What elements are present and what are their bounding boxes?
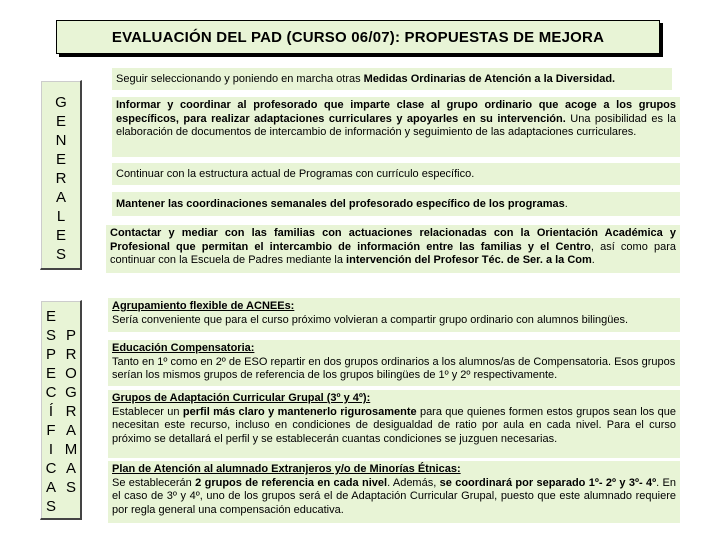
especificas-letter: Í [48, 403, 54, 420]
especificas-item-4 [108, 461, 680, 523]
especificas-label-box [40, 300, 82, 520]
especificas-item-3 [108, 390, 680, 458]
programas-letter: G [65, 384, 77, 401]
generales-letter: G [55, 94, 67, 111]
generales-vertical-label [54, 93, 68, 264]
programas-letter: O [65, 365, 77, 382]
especificas-item-3-bold: perfil más claro y mantenerlo rigurosamente [182, 405, 417, 418]
especificas-vertical-label [44, 307, 58, 516]
programas-letter: S [65, 479, 76, 496]
especificas-letter: F [46, 422, 56, 439]
generales-item-4-text: . [564, 198, 568, 210]
especificas-item-2-heading: Educación Compensatoria: [112, 342, 255, 354]
generales-letter: E [55, 151, 66, 168]
especificas-item-4-text3: . En el caso de 3º y 4º, uno de los grupos será el de Adaptación Curricular Grupal, puesto que este alumnado requiere por regla general una compensación educativa. [112, 476, 676, 516]
especificas-item-1-text: Sería conveniente que para el curso próximo volvieran a compartir grupo ordinario con alumnos bilingües. [112, 313, 629, 326]
generales-item-5-text2: . [591, 254, 595, 266]
generales-item-5-text: , así como para continuar con la Escuela de Padres mediante la [110, 240, 676, 266]
especificas-item-4-bold2: se coordinará por separado 1º- 2º y 3º- 4º [439, 476, 657, 489]
especificas-letter: C [45, 460, 57, 477]
programas-letter: R [65, 403, 77, 420]
programas-letter: R [65, 346, 77, 363]
generales-item-2 [112, 97, 680, 157]
especificas-item-4-bold: 2 grupos de referencia en cada nivel [195, 476, 388, 489]
generales-letter: A [55, 189, 66, 206]
programas-letter: A [65, 460, 76, 477]
generales-letter: L [56, 208, 66, 225]
generales-letter: E [55, 227, 66, 244]
programas-letter: P [65, 327, 76, 344]
generales-item-5-bold2: intervención del Profesor Téc. de Ser. a la Com [346, 254, 592, 266]
especificas-letter: C [45, 384, 57, 401]
generales-letter: R [55, 170, 67, 187]
especificas-item-1-heading: Agrupamiento flexible de ACNEEs: [112, 300, 295, 312]
especificas-letter: A [45, 479, 56, 496]
generales-letter: E [55, 113, 66, 130]
especificas-item-4-text: Se establecerán [112, 476, 196, 489]
especificas-item-3-heading: Grupos de Adaptación Curricular Grupal (3º y 4º): [112, 392, 371, 404]
especificas-letter: S [45, 327, 56, 344]
generales-item-3 [112, 163, 680, 185]
especificas-item-2 [108, 340, 680, 386]
generales-item-2-bold: Informar y coordinar al profesorado que imparte clase al grupo ordinario que acoge a los grupos específicos, para realizar adaptaciones curriculares y apoyarles en su intervención. [116, 99, 676, 125]
generales-item-1-bold: Medidas Ordinarias de Atención a la Diversidad. [363, 73, 616, 85]
especificas-item-4-text2: . Además, [387, 476, 440, 489]
programas-letter: A [65, 422, 76, 439]
especificas-item-2-text: Tanto en 1º como en 2º de ESO repartir en dos grupos ordinarios a los alumnos/as de Compensatoria. Esos grupos serían los mismos grupos de referencia de los grupos bilingües de 1º y 2º respectivamente. [112, 355, 676, 381]
generales-label-box [40, 80, 82, 270]
generales-item-4 [112, 192, 680, 216]
generales-item-5-bold: Contactar y mediar con las familias con actuaciones relacionadas con la Orientación Académica y Profesional que permitan el intercambio de información entre las familias y el Centro [110, 227, 676, 253]
generales-item-1-text: Seguir seleccionando y poniendo en marcha otras [116, 73, 364, 85]
generales-letter: S [55, 246, 66, 263]
especificas-item-1 [108, 298, 680, 332]
generales-item-5 [106, 225, 680, 273]
especificas-item-4-heading: Plan de Atención al alumnado Extranjeros y/o de Minorías Étnicas: [112, 463, 461, 475]
especificas-letter: I [48, 441, 54, 458]
generales-item-1 [112, 68, 672, 90]
especificas-letter: E [45, 365, 56, 382]
especificas-letter: E [45, 308, 56, 325]
programas-vertical-label [64, 326, 78, 497]
generales-item-3-text: Continuar con la estructura actual de Programas con currículo específico. [116, 168, 475, 180]
especificas-letter: P [45, 346, 56, 363]
programas-letter: M [64, 441, 78, 458]
especificas-item-3-text2: para que quienes formen estos grupos sean los que necesitan este recurso, incluso en condiciones de desigualdad de ratio por aula en cada nivel. Para el curso próximo se detallará el perfil y se establecerán cuantas condiciones se juzguen necesarias. [112, 405, 676, 445]
especificas-letter: S [45, 498, 56, 515]
generales-letter: N [55, 132, 67, 149]
page-title: EVALUACIÓN DEL PAD (CURSO 06/07): PROPUESTAS DE MEJORA [56, 20, 660, 54]
generales-item-4-bold: Mantener las coordinaciones semanales del profesorado específico de los programas [116, 198, 565, 210]
generales-item-2-text: Una posibilidad es la elaboración de documentos de intercambio de información y seguimiento de las adaptaciones curriculares. [116, 112, 676, 138]
especificas-item-3-text: Establecer un [112, 405, 183, 418]
